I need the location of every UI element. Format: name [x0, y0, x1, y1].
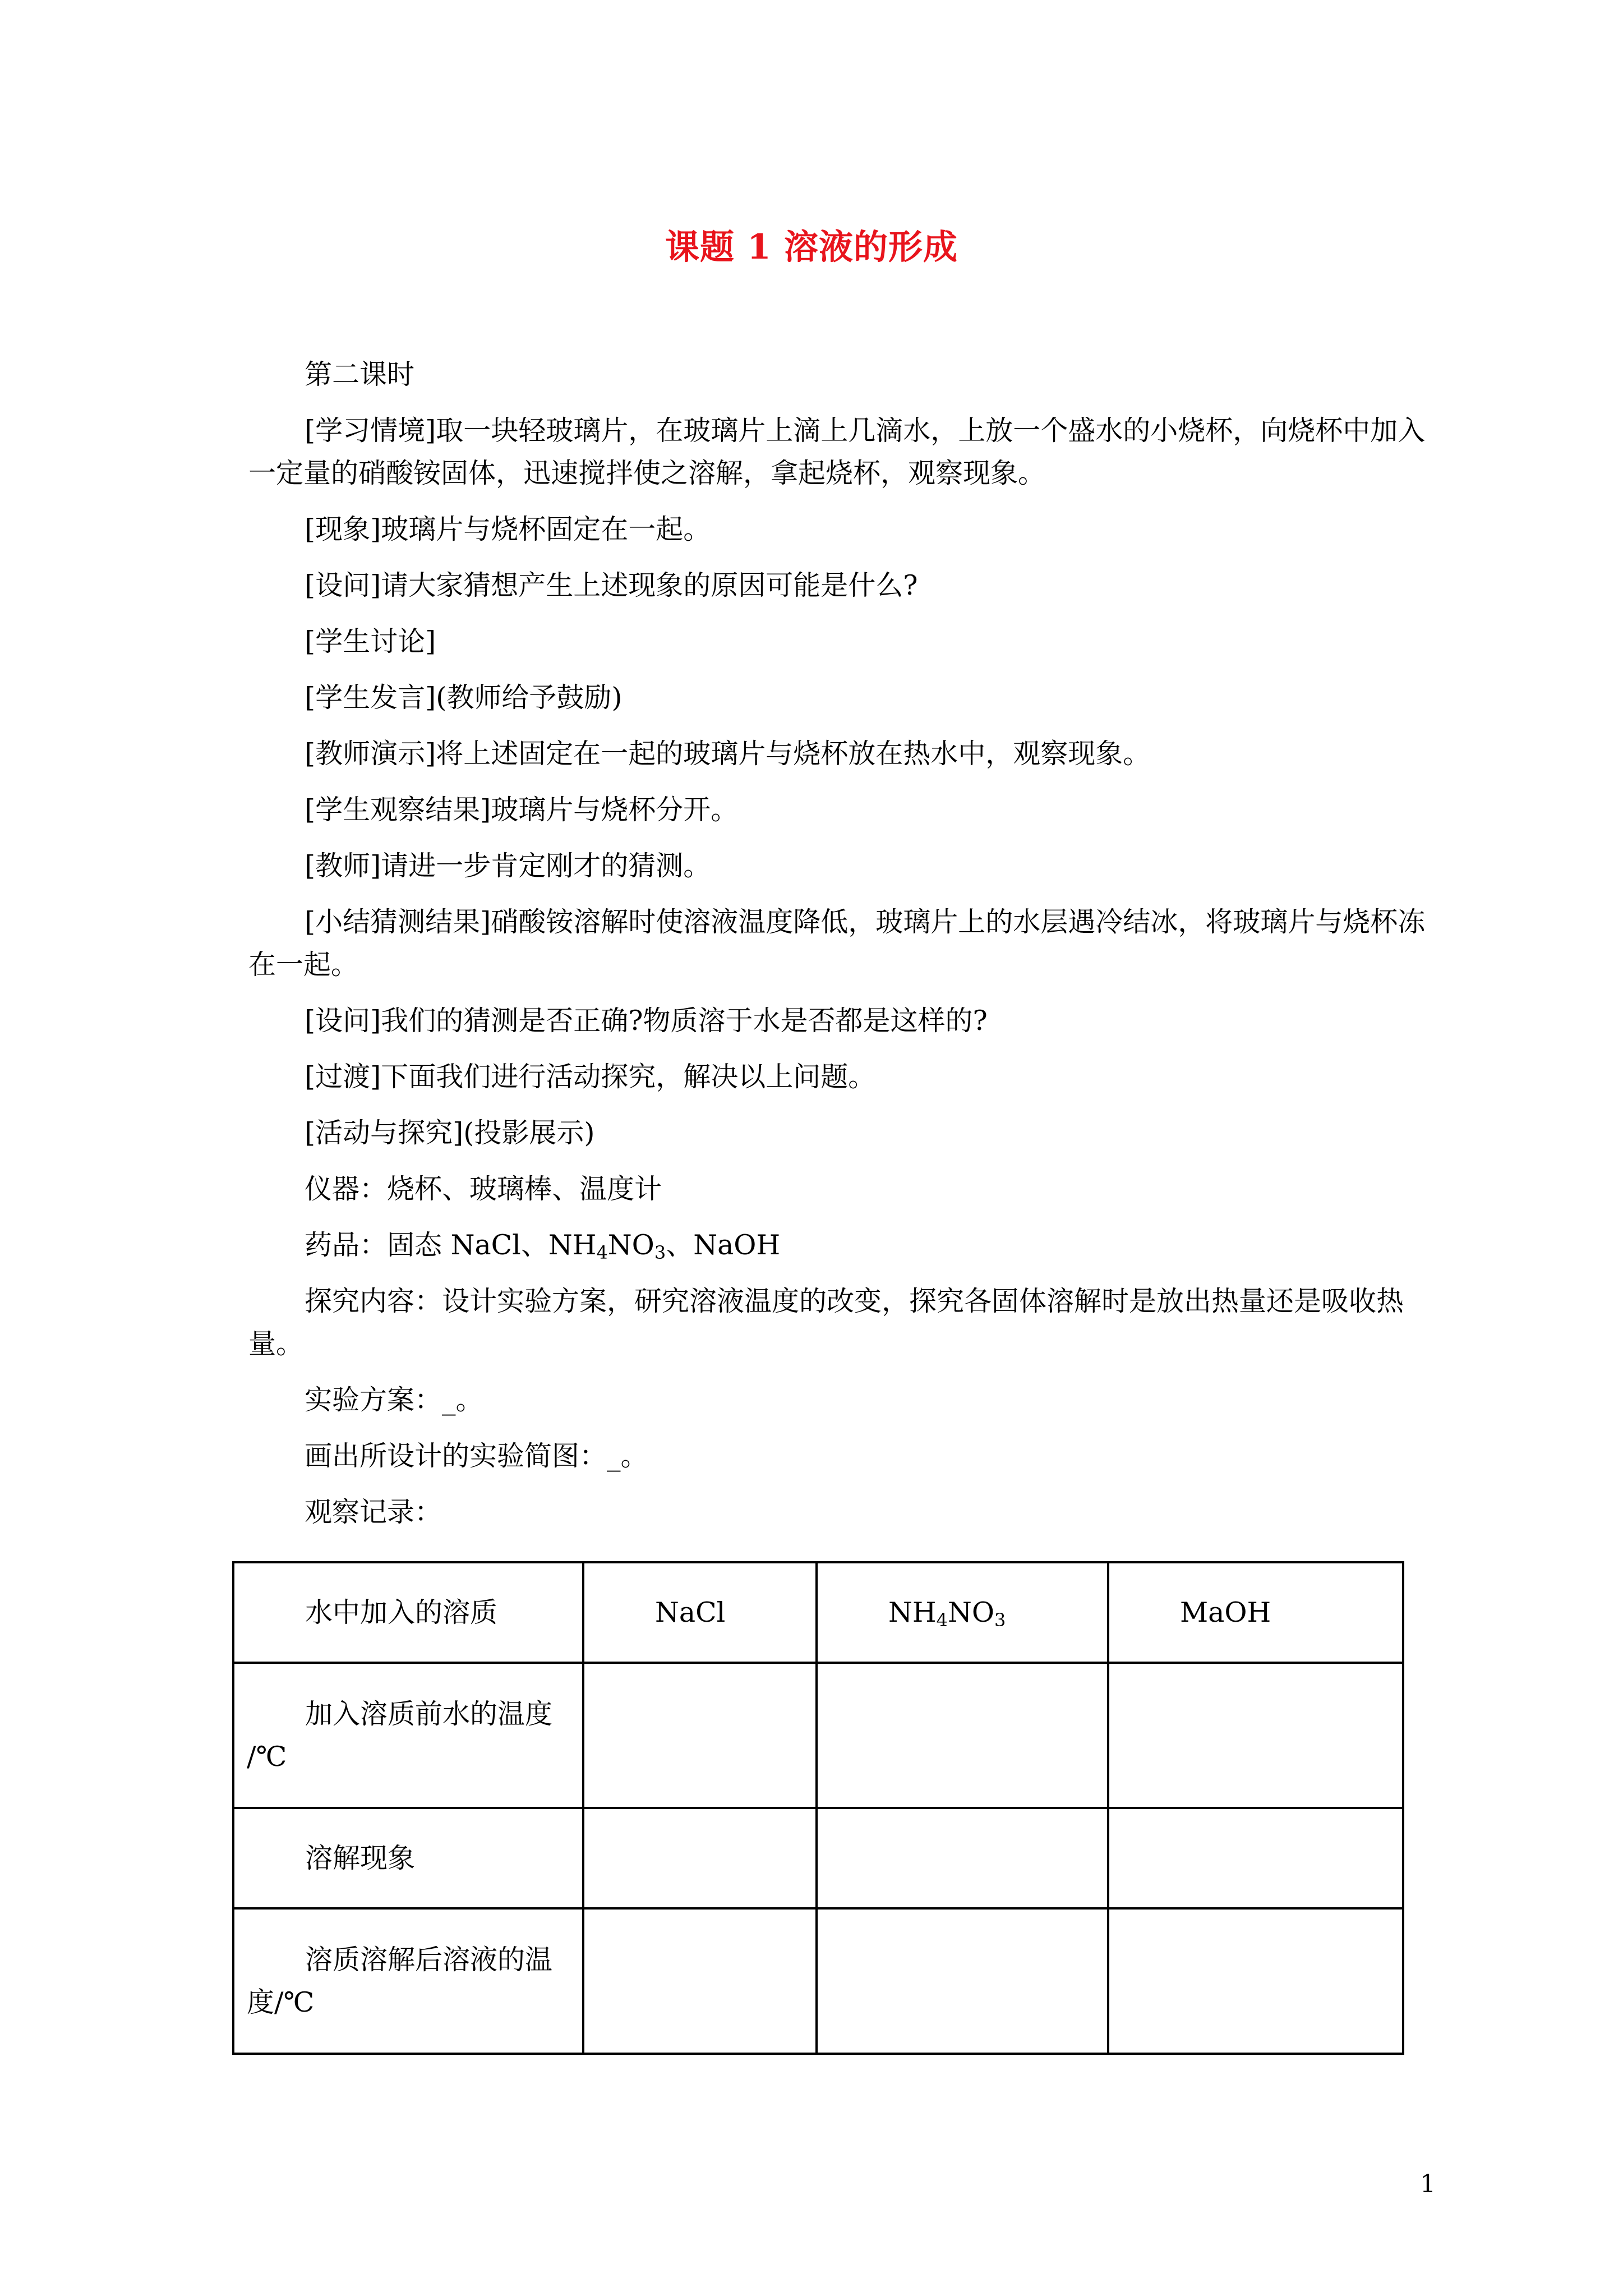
experiment-sketch: 画出所设计的实验简图：_。	[305, 1440, 648, 1472]
cell-maoh-final-temp	[1108, 1908, 1403, 2054]
transition: [过渡]下面我们进行活动探究，解决以上问题。	[305, 1061, 876, 1093]
reagents-sub-4: 4	[596, 1242, 608, 1263]
nh4no3-sub-4: 4	[936, 1609, 948, 1631]
row-label-initial-temp	[233, 1663, 583, 1808]
page-number: 1	[1420, 2170, 1436, 2198]
student-observation: [学生观察结果]玻璃片与烧杯分开。	[305, 794, 739, 826]
reagents-mid: NO	[607, 1229, 654, 1261]
student-speech: [学生发言](教师给予鼓励)	[305, 682, 623, 714]
table-row	[233, 1908, 1403, 2054]
row-label-dissolution: 溶解现象	[233, 1808, 583, 1908]
table-header-row	[233, 1562, 1403, 1663]
summary: [小结猜测结果]硝酸铵溶解时使溶液温度降低，玻璃片上的水层遇冷结冰，将玻璃片与烧杯冻在一起。	[248, 906, 1426, 981]
row-label-line1: 溶质溶解后溶液的温	[305, 1943, 553, 1976]
cell-nh4no3-dissolution	[817, 1808, 1108, 1908]
table-row	[233, 1663, 1403, 1808]
reagents	[248, 1224, 1426, 1267]
nh4no3-sub-3: 3	[994, 1609, 1006, 1631]
cell-nacl-final-temp	[583, 1908, 817, 2054]
cell-nacl-initial-temp	[583, 1663, 817, 1808]
lesson-body	[248, 353, 1426, 1547]
nh4no3-prefix: NH	[888, 1596, 937, 1628]
reagents-prefix: 药品：固态 NaCl、NH	[305, 1229, 597, 1261]
activity-heading: [活动与探究](投影展示)	[305, 1117, 595, 1149]
header-maoh: MaOH	[1108, 1562, 1403, 1663]
header-solute-label: 水中加入的溶质	[233, 1562, 583, 1663]
nh4no3-mid: NO	[947, 1596, 995, 1628]
row-label-line1: 加入溶质前水的温度	[305, 1697, 553, 1730]
cell-nh4no3-final-temp	[817, 1908, 1108, 2054]
lesson-period: 第二课时	[305, 358, 415, 390]
header-nacl: NaCl	[583, 1562, 817, 1663]
question-2: [设问]我们的猜测是否正确?物质溶于水是否都是这样的?	[305, 1005, 988, 1037]
row-label-line2: /℃	[247, 1740, 287, 1773]
cell-maoh-initial-temp	[1108, 1663, 1403, 1808]
student-discussion: [学生讨论]	[305, 625, 436, 657]
inquiry-content: 探究内容：设计实验方案，研究溶液温度的改变，探究各固体溶解时是放出热量还是吸收热量。	[248, 1285, 1404, 1360]
apparatus: 仪器：烧杯、玻璃棒、温度计	[305, 1173, 662, 1205]
cell-maoh-dissolution	[1108, 1808, 1403, 1908]
teacher-note: [教师]请进一步肯定刚才的猜测。	[305, 850, 711, 882]
cell-nh4no3-initial-temp	[817, 1663, 1108, 1808]
teacher-demo: [教师演示]将上述固定在一起的玻璃片与烧杯放在热水中，观察现象。	[305, 738, 1151, 770]
reagents-suffix: 、NaOH	[666, 1229, 781, 1261]
learning-scenario: [学习情境]取一块轻玻璃片，在玻璃片上滴上几滴水，上放一个盛水的小烧杯，向烧杯中加入一定量的硝酸铵固体，迅速搅拌使之溶解，拿起烧杯，观察现象。	[248, 415, 1426, 489]
header-nh4no3	[817, 1562, 1108, 1663]
question-1: [设问]请大家猜想产生上述现象的原因可能是什么?	[305, 569, 918, 601]
experiment-plan: 实验方案：_。	[305, 1384, 483, 1416]
cell-nacl-dissolution	[583, 1808, 817, 1908]
row-label-final-temp	[233, 1908, 583, 2054]
reagents-sub-3: 3	[654, 1242, 666, 1263]
phenomenon: [现象]玻璃片与烧杯固定在一起。	[305, 513, 711, 545]
page-title: 课题 1 溶液的形成	[665, 227, 958, 267]
observation-record-label: 观察记录：	[305, 1496, 442, 1528]
table-row	[233, 1808, 1403, 1908]
observation-table	[232, 1561, 1404, 2055]
row-label-line2: 度/℃	[247, 1986, 315, 2018]
